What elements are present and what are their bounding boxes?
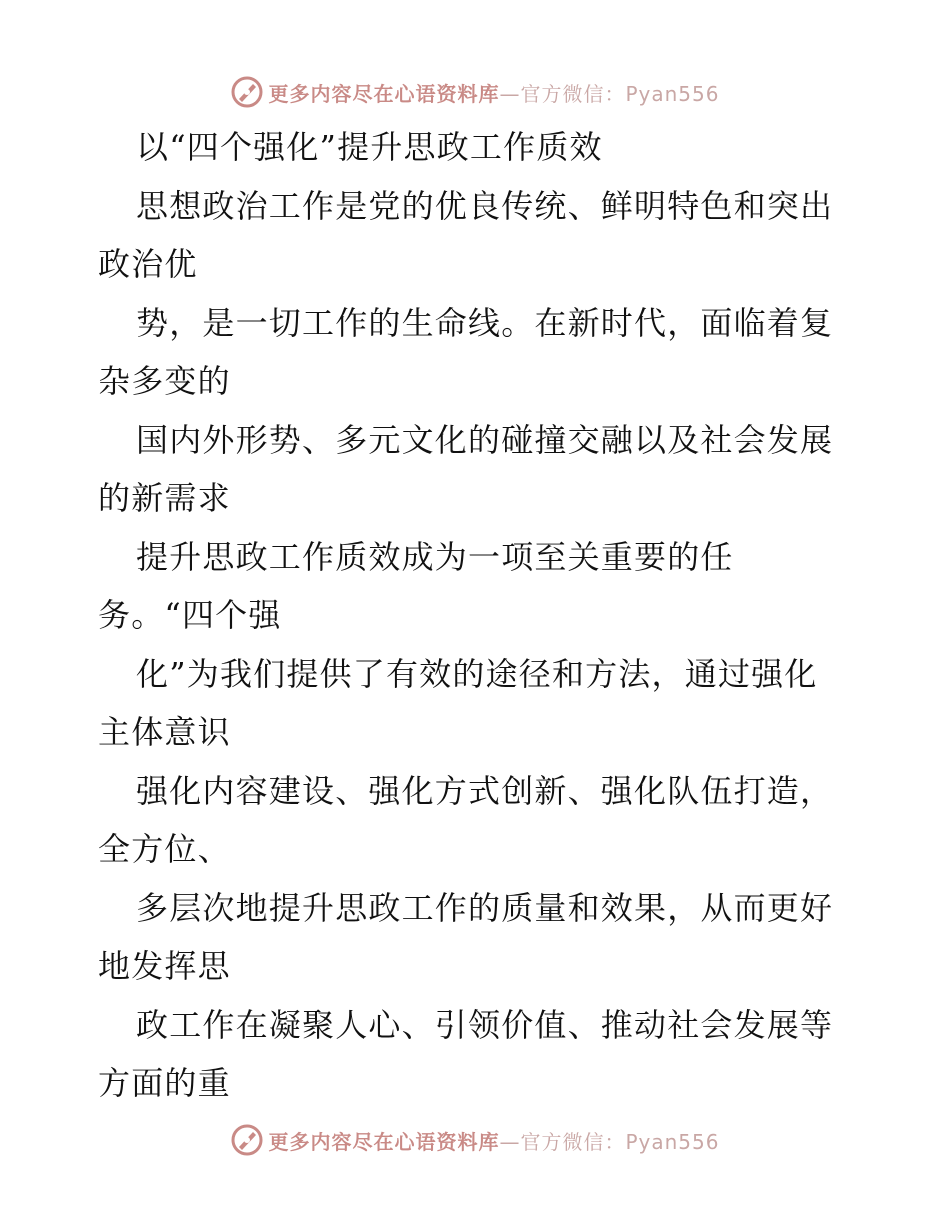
paragraph-line: 国内外形势、多元文化的碰撞交融以及社会发展: [136, 420, 834, 459]
watermark-text: [268, 78, 719, 107]
footer-watermark: [0, 1120, 950, 1160]
watermark-brand: 更多内容尽在心语资料库: [268, 1129, 500, 1154]
paragraph-line: 势，是一切工作的生命线。在新时代，面临着复: [136, 303, 834, 342]
watermark-suffix: —官方微信：Pyan556: [499, 1129, 720, 1154]
pen-logo-icon: [230, 75, 264, 109]
paragraph-line: 全方位、: [98, 830, 231, 868]
paragraph-line: 杂多变的: [98, 362, 231, 400]
document-body: [98, 118, 858, 1113]
paragraph-line: 化”为我们提供了有效的途径和方法，通过强化: [136, 654, 818, 693]
paragraph-line: 政工作在凝聚人心、引领价值、推动社会发展等: [136, 1005, 834, 1044]
paragraph-line: 提升思政工作质效成为一项至关重要的任: [136, 537, 734, 576]
pen-logo-icon: [230, 1123, 264, 1157]
paragraph-line: 务。“四个强: [98, 596, 282, 634]
paragraph-line: 政治优: [98, 245, 198, 283]
paragraph-line: 多层次地提升思政工作的质量和效果，从而更好: [136, 888, 834, 927]
paragraph-line: 主体意识: [98, 713, 231, 751]
watermark-text: [268, 1126, 719, 1155]
paragraph-line: 方面的重: [98, 1064, 231, 1102]
document-title: 以“四个强化”提升思政工作质效: [136, 128, 603, 166]
header-watermark: [0, 72, 950, 112]
paragraph-line: 地发挥思: [98, 947, 231, 985]
watermark-suffix: —官方微信：Pyan556: [499, 81, 720, 106]
watermark-brand: 更多内容尽在心语资料库: [268, 81, 500, 106]
paragraph-line: 强化内容建设、强化方式创新、强化队伍打造，: [136, 771, 834, 810]
paragraph-line: 的新需求: [98, 479, 231, 517]
paragraph-line: 思想政治工作是党的优良传统、鲜明特色和突出: [136, 186, 834, 225]
